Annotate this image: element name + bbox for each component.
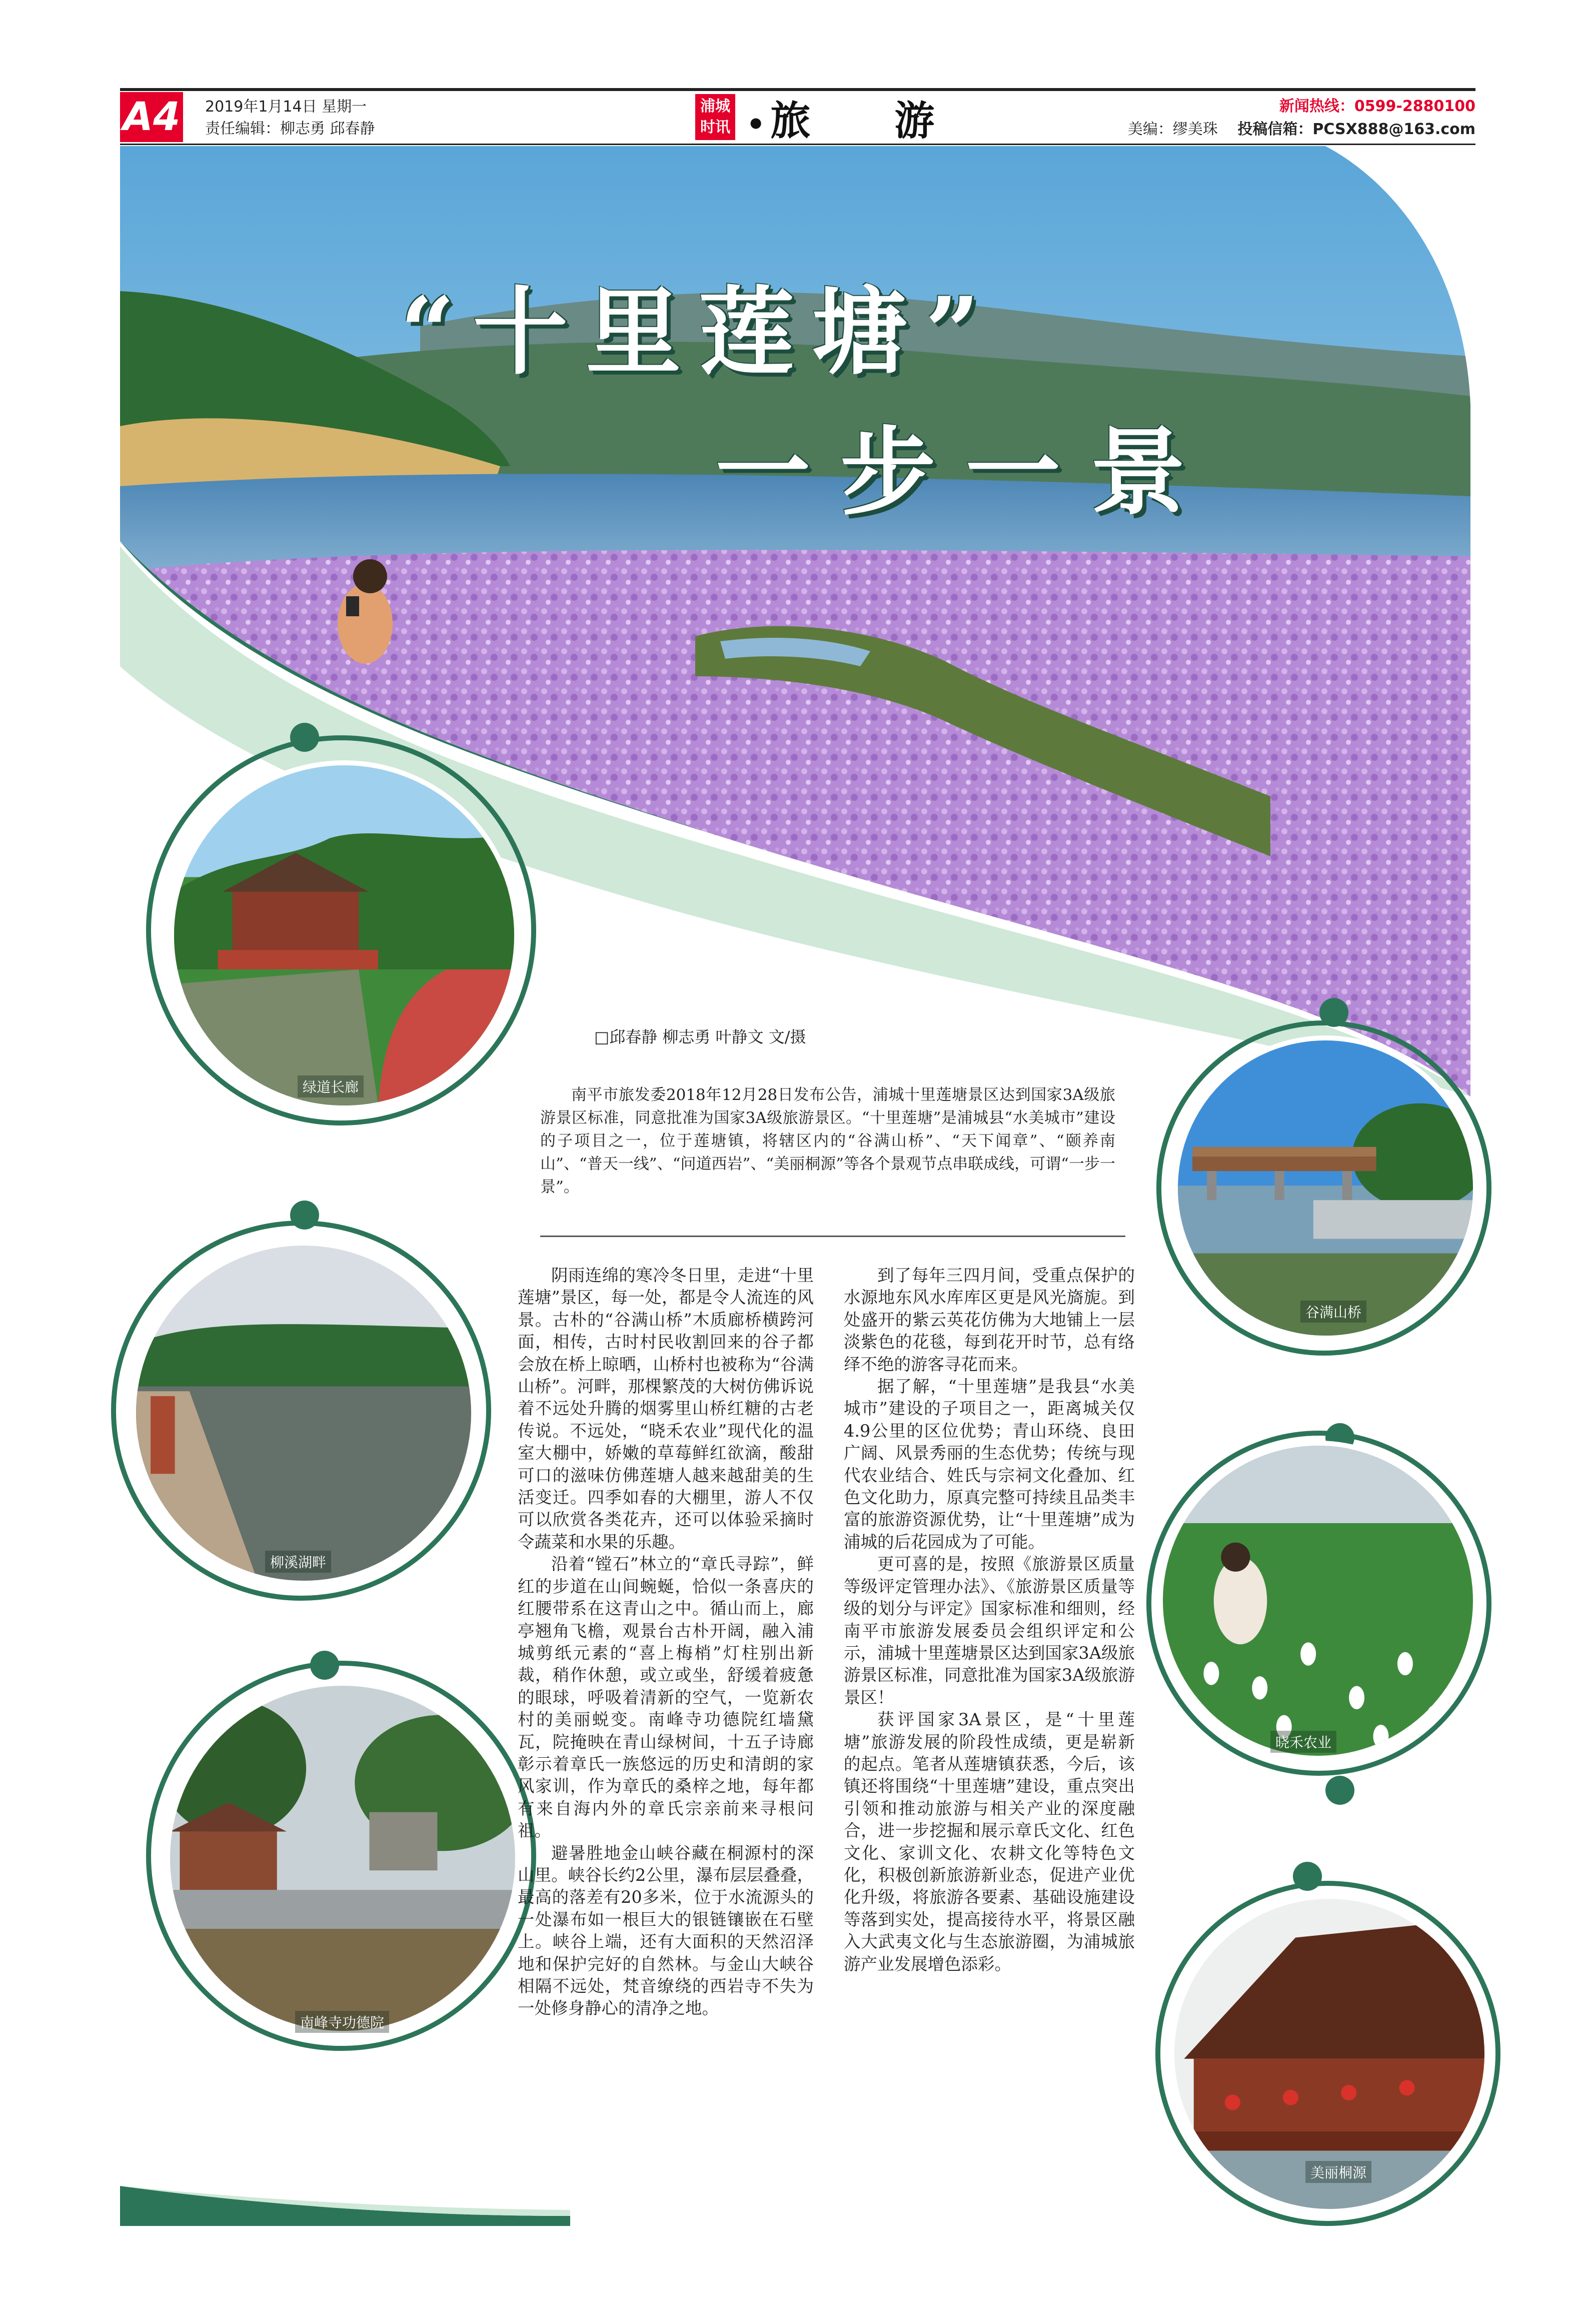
paragraph: 到了每年三四月间，受重点保护的水源地东风水库库区更是风光旖旎。到处盛开的紫云英花仿佛为大地铺上一层淡紫色的花毯，每到花开时节，总有络绎不绝的游客寻花而来。 xyxy=(844,1266,1135,1374)
photo-guman xyxy=(1173,1035,1478,1341)
brand-line1: 浦城 xyxy=(700,98,730,115)
photo-lvdao xyxy=(169,760,519,1110)
header-left-info xyxy=(205,96,375,140)
ring-dot-lvdao xyxy=(290,723,319,752)
ring-dot-guman xyxy=(1319,998,1348,1027)
paragraph: 沿着“镗石”林立的“章氏寻踪”，鲜红的步道在山间蜿蜒，恰似一条喜庆的红腰带系在这青山之中。循山而上，廊亭翘角飞檐，观景台古朴开阔，融入浦城剪纸元素的“喜上梅梢”灯柱别出新裁，稍作休憩，或立或坐，舒缓着疲惫的眼球，呼吸着清新的空气，一览新农村的美丽蜕变。南峰寺功德院红墙黛瓦，院掩映在青山绿树间，十五子诗廊彰示着章氏一族悠远的历史和清朗的家风家训，作为章氏的桑梓之地，每年都有来自海内外的章氏宗亲前来寻根问祖。 xyxy=(518,1554,814,1841)
header-bottom-rule xyxy=(120,144,1475,145)
paragraph: 阴雨连绵的寒冷冬日里，走进“十里莲塘”景区，每一处，都是令人流连的风景。古朴的“谷满山桥”木质廊桥横跨河面，相传，古时村民收割回来的谷子都会放在桥上晾晒，山桥村也被称为“谷满山桥”。河畔，那棵繁茂的大树仿佛诉说着不远处升腾的烟雾里山桥红糖的古老传说。不远处，“晓禾农业”现代化的温室大棚中，娇嫩的草莓鲜红欲滴，酸甜可口的滋味仿佛莲塘人越来越甜美的生活变迁。四季如春的大棚里，游人不仅可以欣赏各类花卉，还可以体验采摘时令蔬菜和水果的乐趣。 xyxy=(518,1266,814,1552)
designer-credit: 美编：缪美珠 xyxy=(1127,121,1218,138)
page-header xyxy=(120,85,1475,145)
liuxi-lake-image xyxy=(136,1246,471,1581)
ring-dot-xiaohe-bottom xyxy=(1325,1776,1354,1805)
guman-bridge-image xyxy=(1178,1040,1473,1336)
header-right-info xyxy=(1113,95,1475,141)
photo-nanfeng xyxy=(165,1681,520,2036)
caption-xiaohe: 晓禾农业 xyxy=(1270,1731,1336,1753)
paragraph: 更可喜的是，按照《旅游景区质量等级评定管理办法》、《旅游景区质量等级的划分与评定》国家标准和细则，经南平市旅游发展委员会组织评定和公示，浦城十里莲塘景区达到国家3A级旅游景区标准，同意批准为国家3A级旅游景区！ xyxy=(844,1554,1135,1707)
photo-liuxi xyxy=(131,1241,476,1586)
ring-dot-liuxi xyxy=(290,1201,319,1230)
photo-xiaohe xyxy=(1158,1441,1478,1761)
ring-dot-nanfeng xyxy=(310,1651,339,1680)
brand-logo xyxy=(695,94,735,140)
bottom-decor xyxy=(120,2186,1475,2226)
page-number: A4 xyxy=(120,92,183,142)
section-title: •旅 游 xyxy=(746,97,970,144)
caption-liuxi: 柳溪湖畔 xyxy=(265,1551,331,1573)
caption-nanfeng: 南峰寺功德院 xyxy=(295,2011,389,2033)
byline: □邱春静 柳志勇 叶静文 文/摄 xyxy=(594,1027,806,1046)
xiaohe-farm-image xyxy=(1163,1446,1473,1756)
lead-paragraph: 南平市旅发委2018年12月28日发布公告，浦城十里莲塘景区达到国家3A级旅游景区标准，同意批准为国家3A级旅游景区。“十里莲塘”是浦城县“水美城市”建设的子项目之一，位于莲塘镇，将辖区内的“谷满山桥”、“天下闻章”、“颐养南山”、“普天一线”、“问道西岩”、“美丽桐源”等各个景观节点串联成线，可谓“一步一景”。 xyxy=(540,1086,1115,1196)
paragraph: 获评国家3A景区，是“十里莲塘”旅游发展的阶段性成绩，更是崭新的起点。笔者从莲塘镇获悉，今后，该镇还将围绕“十里莲塘”建设，重点突出引领和推动旅游与相关产业的深度融合，进一步挖掘和展示章氏文化、红色文化、家训文化、农耕文化等特色文化，积极创新旅游新业态，促进产业优化升级，将旅游各要素、基础设施建设等落到实处，提高接待水平，将景区融入大武夷文化与生态旅游圈，为浦城旅游产业发展增色添彩。 xyxy=(844,1710,1135,1974)
caption-tongyuan: 美丽桐源 xyxy=(1305,2161,1371,2183)
paragraph: 据了解，“十里莲塘”是我县“水美城市”建设的子项目之一，距离城关仅4.9公里的区位优势；青山环绕、良田广阔、风景秀丽的生态优势；传统与现代农业结合、姓氏与宗祠文化叠加、红色文化助力，原真完整可持续且品类丰富的旅游资源优势，让“十里莲塘”成为浦城的后花园成为了可能。 xyxy=(844,1377,1135,1552)
lead-separator xyxy=(540,1236,1125,1237)
greenway-corridor-image xyxy=(174,765,514,1105)
nanfeng-temple-image xyxy=(170,1686,515,2031)
news-hotline: 新闻热线：0599-2880100 xyxy=(1279,98,1475,115)
body-column-1 xyxy=(518,1265,814,2020)
section-heading xyxy=(695,92,969,142)
header-contact-line xyxy=(1113,118,1475,141)
headline-line2: 一步一景 xyxy=(715,416,1216,528)
paragraph: 避暑胜地金山峡谷藏在桐源村的深山里。峡谷长约2公里，瀑布层层叠叠，最高的落差有20多米，位于水流源头的一处瀑布如一根巨大的银链镶嵌在石壁上。峡谷上端，还有大面积的天然沼泽地和保护完好的自然林。与金山大峡谷相隔不远处，梵音缭绕的西岩寺不失为一处修身静心的清净之地。 xyxy=(518,1843,814,2018)
responsible-editors: 责任编辑：柳志勇 邱春静 xyxy=(205,120,375,138)
caption-guman: 谷满山桥 xyxy=(1300,1301,1366,1323)
caption-lvdao: 绿道长廊 xyxy=(298,1075,364,1097)
headline-line1: “十里莲塘” xyxy=(400,276,998,388)
submission-email: 投稿信箱：PCSX888@163.com xyxy=(1237,121,1475,138)
body-column-2 xyxy=(844,1265,1135,1975)
brand-line2: 时讯 xyxy=(700,119,730,136)
section-name: 旅 游 xyxy=(770,97,970,144)
issue-date: 2019年1月14日 星期一 xyxy=(205,98,367,116)
ring-dot-tongyuan xyxy=(1293,1862,1322,1891)
